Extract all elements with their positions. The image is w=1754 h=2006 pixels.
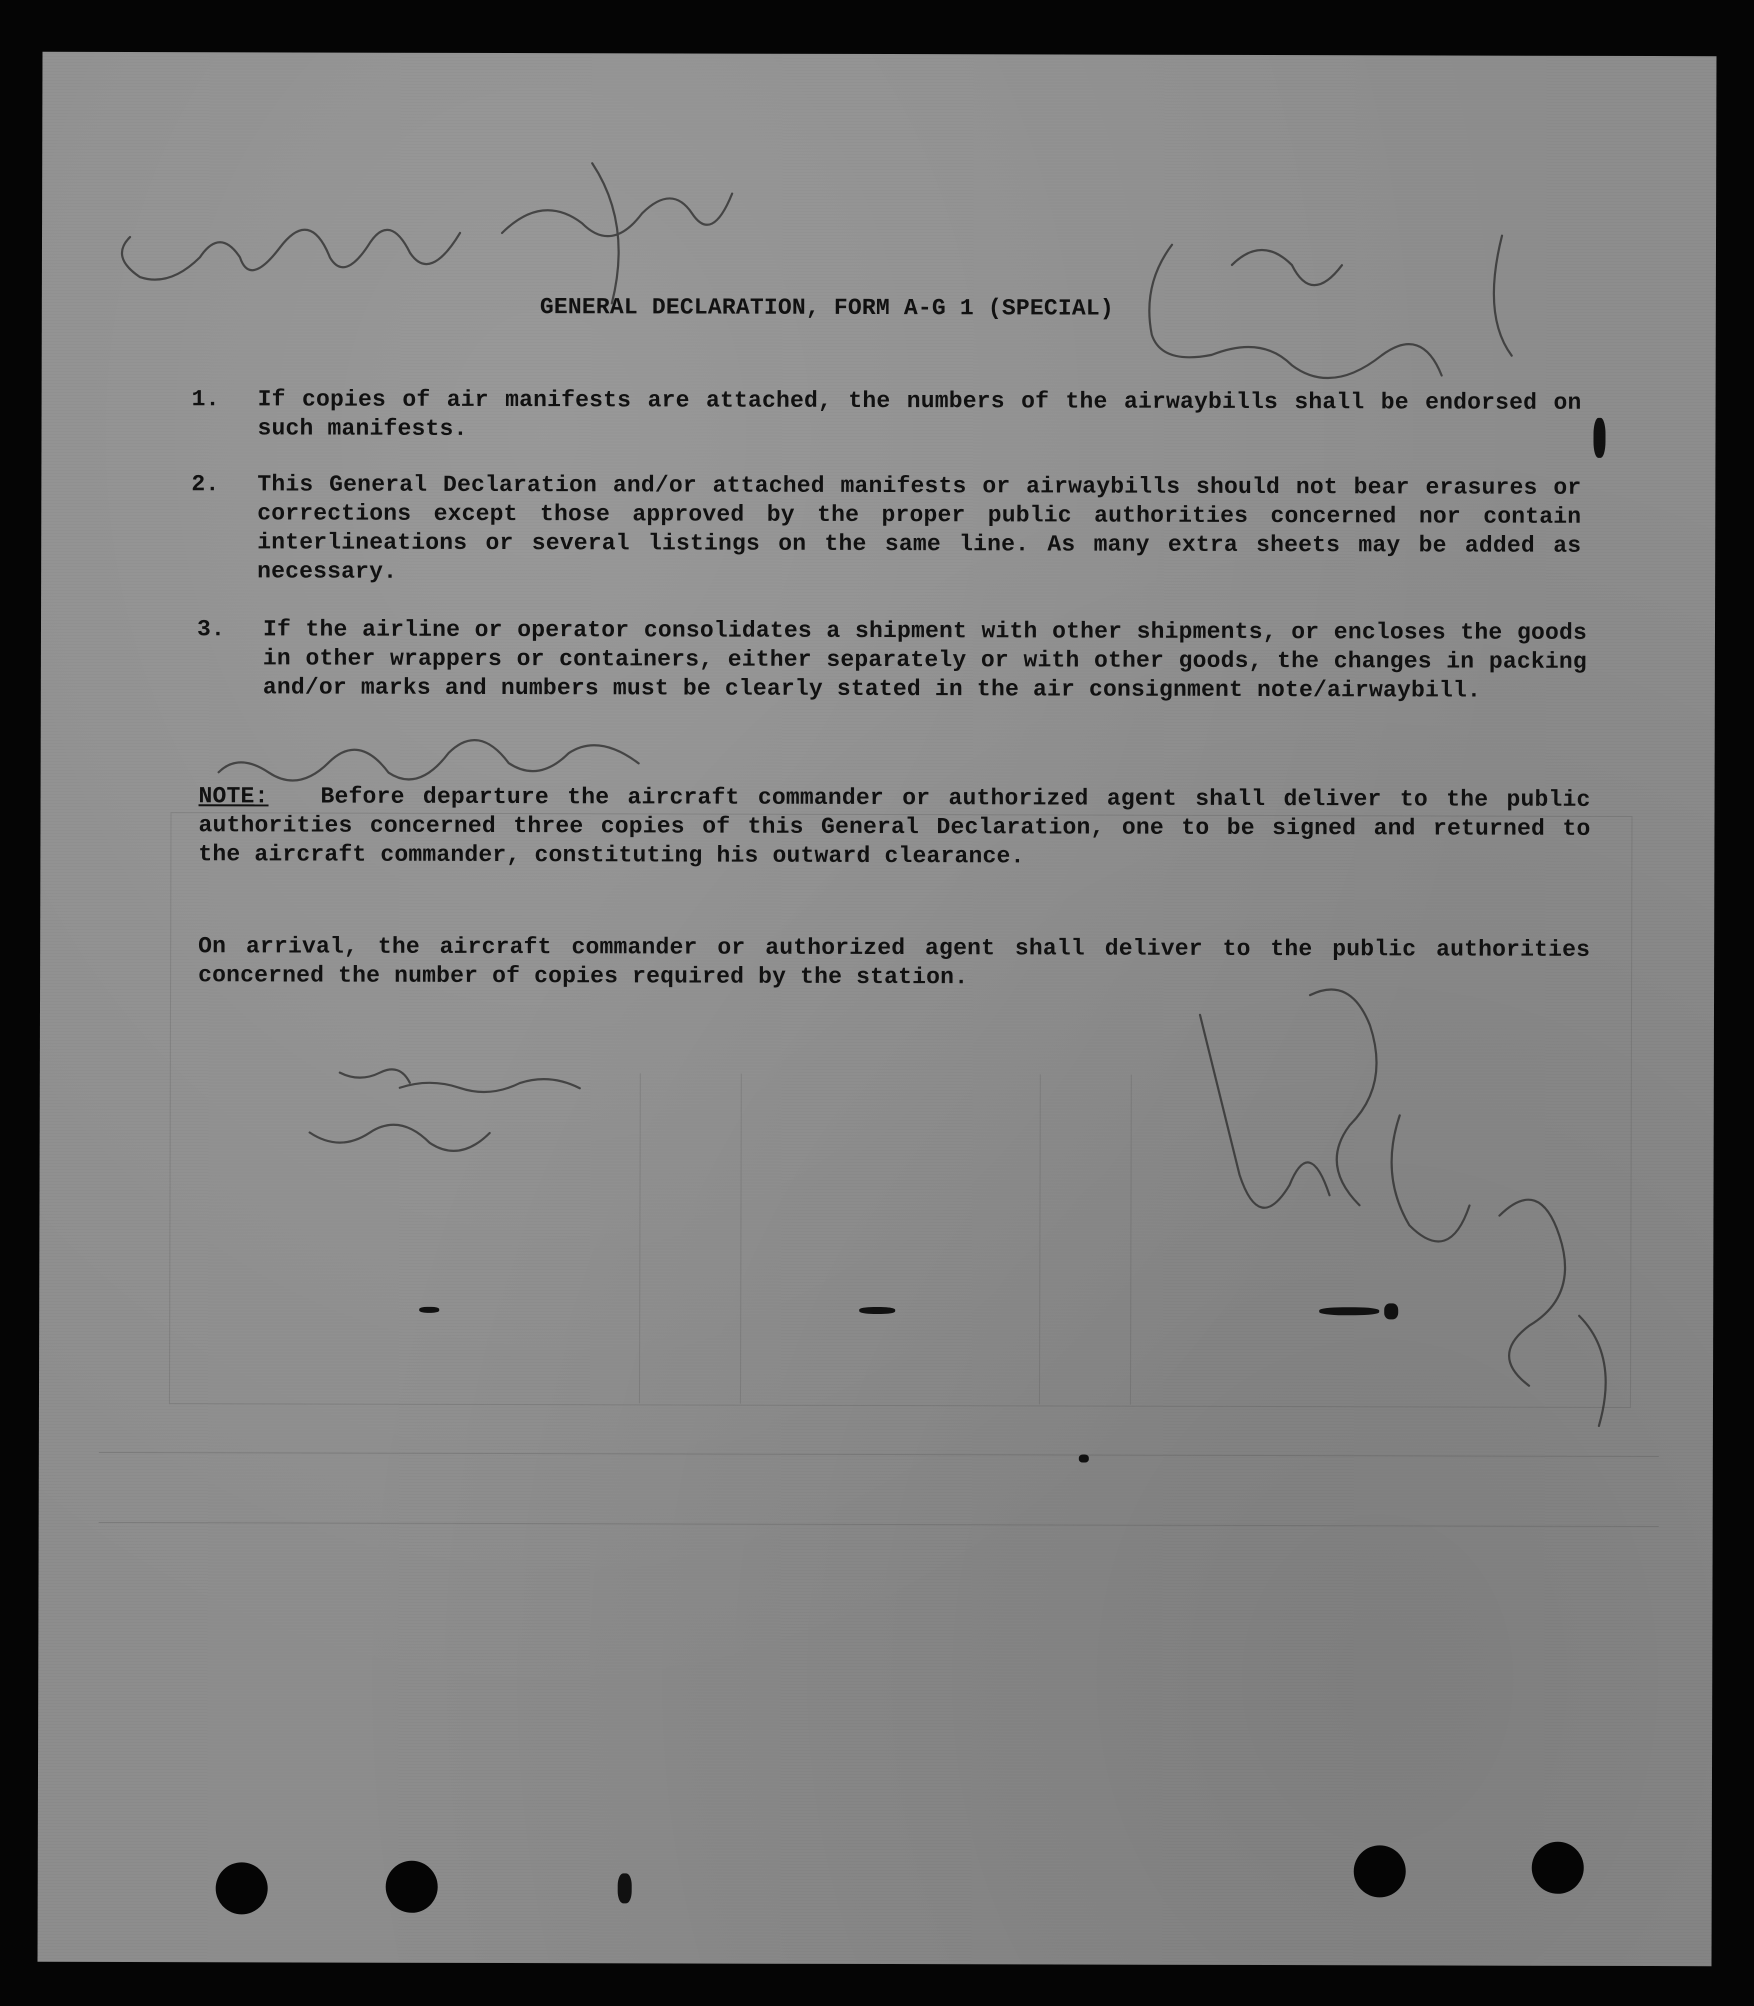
form-title: GENERAL DECLARATION, FORM A-G 1 (SPECIAL)	[539, 294, 1114, 322]
document-page	[38, 52, 1717, 1966]
item-text: This General Declaration and/or attached manifests or airwaybills should not bear erasures or corrections except those approved by the proper public authorities concerned nor contain interlineations or several listings on the same line. As many extra sheets may be added as necessary.	[257, 471, 1582, 585]
instruction-item-2	[191, 470, 1581, 590]
ink-smudge	[1384, 1303, 1398, 1319]
ink-smudge	[618, 1873, 632, 1903]
item-number: 1.	[191, 386, 220, 413]
ink-smudge	[419, 1307, 439, 1313]
instruction-item-1	[191, 385, 1581, 447]
note-text: Before departure the aircraft commander or authorized agent shall deliver to the public authorities concerned three copies of this General Declaration, one to be signed and returned to the aircraft commander, constituting his outward clearance.	[198, 783, 1591, 870]
item-number: 3.	[196, 616, 226, 643]
punch-hole	[1354, 1845, 1406, 1897]
item-text: If the airline or operator consolidates a shipment with other shipments, or encloses the goods in other wrappers or containers, either separately or with other goods, the changes in packing and/or marks and numbers must be clearly stated in the air consignment note/airwaybill.	[262, 616, 1588, 704]
ink-smudge	[859, 1307, 895, 1314]
bleed-through-line	[99, 1452, 1659, 1457]
punch-hole	[1532, 1842, 1584, 1894]
ink-smudge	[1319, 1307, 1379, 1315]
note-label: NOTE:	[198, 783, 269, 810]
ink-smudge	[1593, 418, 1605, 458]
bleed-through-line	[99, 1522, 1659, 1527]
punch-hole	[216, 1862, 268, 1914]
bleed-through-column	[1039, 1074, 1132, 1404]
punch-hole	[386, 1861, 438, 1913]
instruction-item-3	[197, 615, 1587, 706]
item-number: 2.	[191, 471, 220, 498]
ink-smudge	[1079, 1455, 1089, 1463]
item-text: If copies of air manifests are attached, the numbers of the airwaybills shall be endorsed on such manifests.	[257, 386, 1582, 442]
arrival-paragraph: On arrival, the aircraft commander or authorized agent shall deliver to the public authorities concerned the number of copies required by the station.	[198, 933, 1591, 991]
bleed-through-table	[169, 812, 1633, 1408]
note-paragraph	[198, 782, 1590, 873]
bleed-through-column	[639, 1073, 742, 1403]
